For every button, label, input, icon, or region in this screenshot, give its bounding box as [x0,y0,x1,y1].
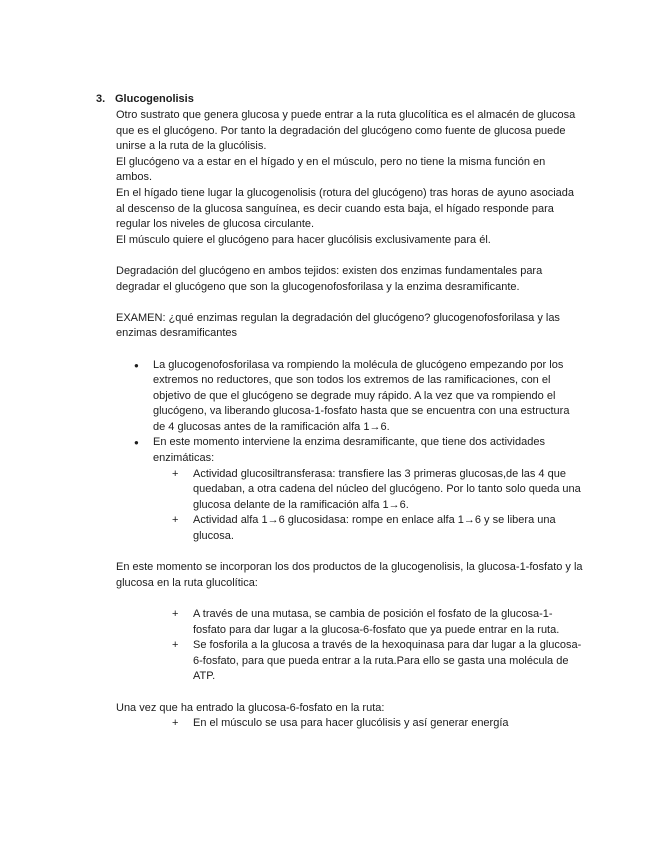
spacer [116,295,584,311]
spacer [116,685,584,701]
degradation-paragraph: Degradación del glucógeno en ambos tejidos: existen dos enzimas fundamentales para degradar el glucógeno que son la glucogenofosforilasa y la enzima desramificante. [116,264,543,293]
intro-paragraph: Otro sustrato que genera glucosa y puede entrar a la ruta glucolítica es el almacén de glucosa que es el glucógeno. Por tanto la degradación del glucógeno como fuente de glucosa puede unirse a la ruta de la glucólisis. [116,109,576,153]
section-body [116,108,584,732]
bullet-list [116,358,584,467]
section-title: Glucogenolisis [115,93,194,105]
products-intro: En este momento se incorporan los dos productos de la glucogenolisis, la glucosa-1-fosfato y la glucosa en la ruta glucolítica: [116,561,583,589]
product-item: + Se fosforila a la glucosa a través de la hexoquinasa para dar lugar a la glucosa-6-fosfato, para que pueda entrar a la ruta.Para ello se gasta una molécula de ATP. [116,638,584,685]
products-list [116,607,584,685]
exam-question: EXAMEN: ¿qué enzimas regulan la degradación del glucógeno? glucogenofosforilasa y las enzimas desramificantes [116,311,560,340]
activities-list [116,467,584,545]
product-item: + A través de una mutasa, se cambia de posición el fosfato de la glucosa-1-fosfato para dar lugar a la glucosa-6-fosfato que ya puede entrar en la ruta. [116,607,584,638]
final-list [116,716,584,732]
activity-item: + Actividad alfa 1→6 glucosidasa: rompe en enlace alfa 1→6 y se libera una glucosa. [116,513,584,544]
intro-paragraph: En el hígado tiene lugar la glucogenolisis (rotura del glucógeno) tras horas de ayuno asociada al descenso de la glucosa sanguínea, es decir cuando esta baja, el hígado responde para regular los niveles de glucosa circulante. [116,186,575,231]
final-item: + En el músculo se usa para hacer glucólisis y así generar energía [116,716,584,732]
activity-item: + Actividad glucosiltransferasa: transfiere las 3 primeras glucosas,de las 4 que quedaban, a otra cadena del núcleo del glucógeno. Por lo tanto solo queda una glucosa delante de la ramificación alfa 1→6. [116,467,584,514]
section-number: 3. [96,93,106,105]
spacer [116,591,584,607]
bullet-item: ● En este momento interviene la enzima desramificante, que tiene dos actividades enzimáticas: [116,435,584,466]
spacer [116,342,584,358]
intro-paragraph: El músculo quiere el glucógeno para hacer glucólisis exclusivamente para él. [116,233,491,246]
final-intro: Una vez que ha entrado la glucosa-6-fosfato en la ruta: [116,701,385,714]
spacer [116,545,584,561]
bullet-item: ● La glucogenofosforilasa va rompiendo la molécula de glucógeno empezando por los extremos no reductores, que son todos los extremos de las ramificaciones, con el objetivo de que el glucógeno se degrade muy rápido. A la vez que va rompiendo el glucógeno, va liberando glucosa-1-fosfato hasta que se encuentra con una estructura de 4 glucosas antes de la ramificación alfa 1→6. [116,358,584,436]
spacer [116,248,584,264]
intro-paragraph: El glucógeno va a estar en el hígado y en el músculo, pero no tiene la misma función en ambos. [116,155,546,184]
section-heading [96,92,566,108]
